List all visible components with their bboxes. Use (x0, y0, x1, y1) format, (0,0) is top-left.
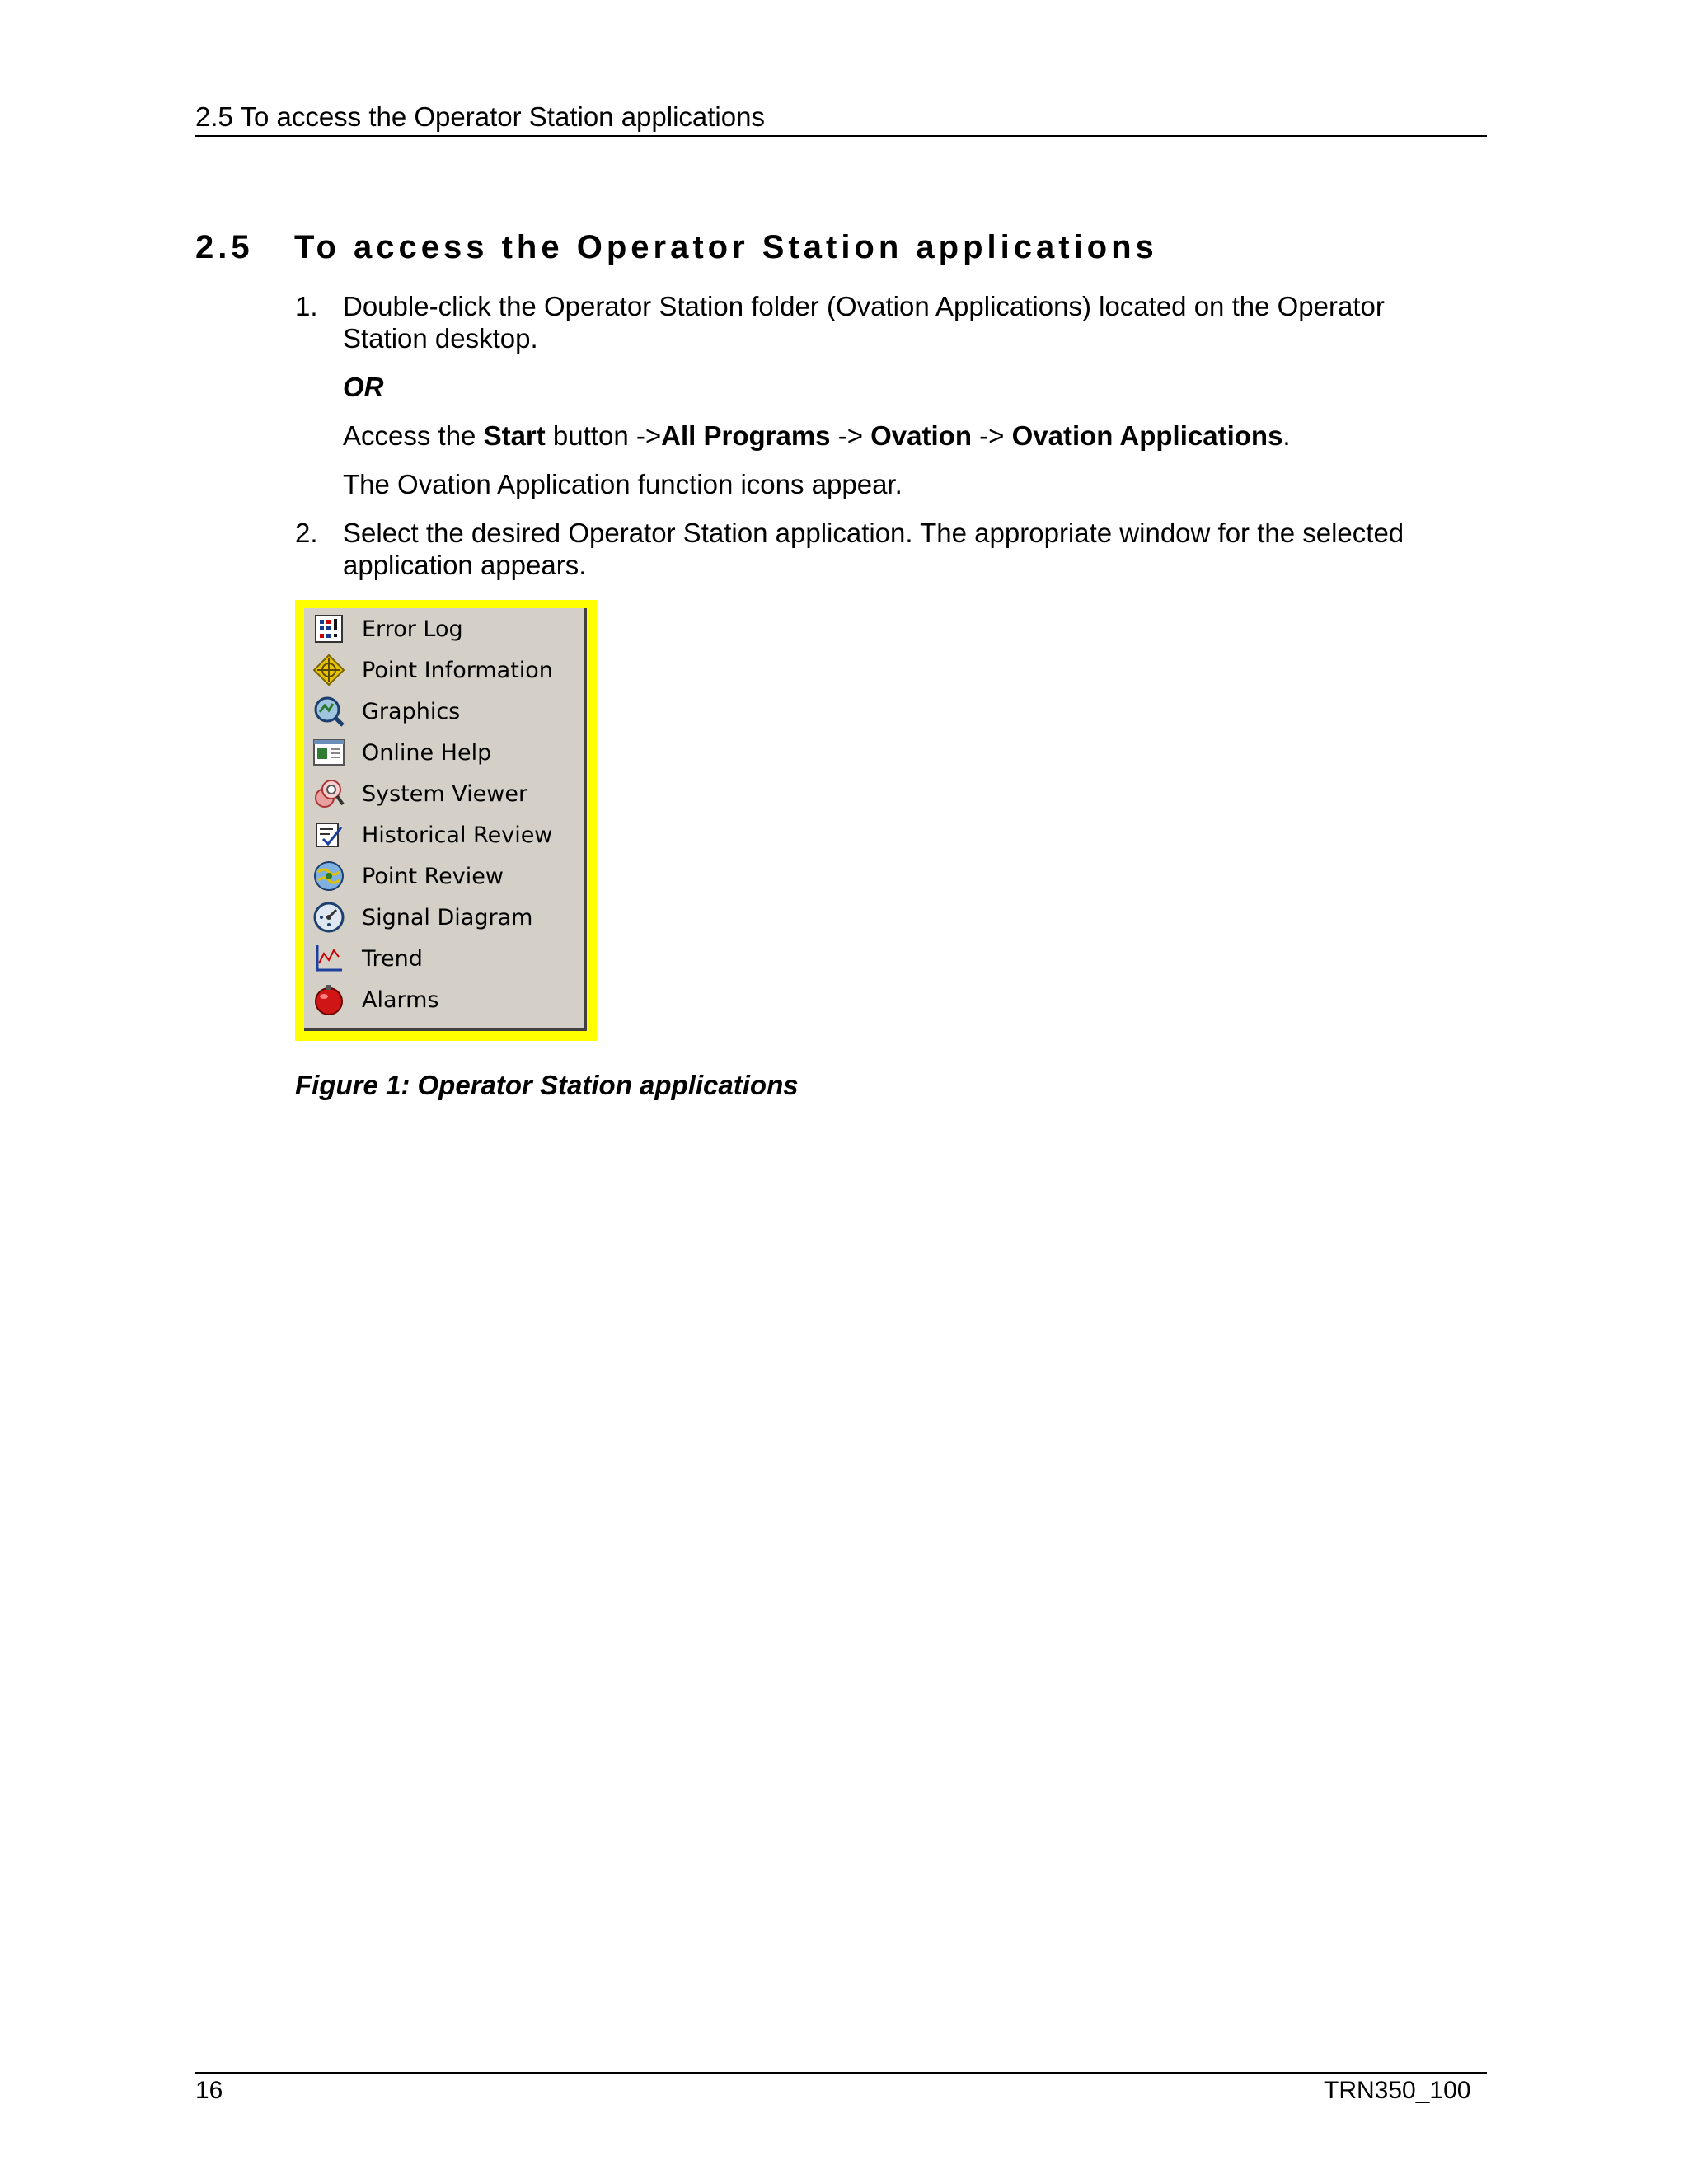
figure-caption: Figure 1: Operator Station applications (295, 1070, 799, 1100)
section-title-text: To access the Operator Station applications (294, 229, 1158, 265)
steps-list (295, 290, 1449, 581)
ovation-label: Ovation (870, 420, 972, 451)
menu-item-label: System Viewer (362, 780, 528, 807)
footer-rule (195, 2072, 1487, 2074)
historical-review-icon (312, 818, 345, 851)
access-part: -> (830, 420, 871, 451)
step-1-text: Double-click the Operator Station folder (Ovation Applications) located on the Operator Station desktop. (343, 291, 1385, 354)
menu-item-label: Point Review (362, 863, 504, 889)
document-id: TRN350_100 (1324, 2077, 1471, 2104)
menu-item-trend[interactable] (304, 938, 584, 979)
menu-item-historical-review[interactable] (304, 814, 584, 855)
step-2-text: Select the desired Operator Station application. The appropriate window for the selected application appears. (343, 518, 1404, 580)
access-part: Access the (343, 420, 484, 451)
point-information-icon (312, 654, 345, 687)
access-part: -> (972, 420, 1012, 451)
error-log-icon (312, 612, 345, 645)
online-help-icon (312, 736, 345, 769)
menu-item-label: Alarms (362, 987, 439, 1013)
step-2-number: 2. (295, 518, 318, 548)
running-header: 2.5 To access the Operator Station applications (195, 101, 1487, 137)
start-label: Start (483, 420, 546, 451)
menu-item-label: Historical Review (362, 822, 553, 848)
menu-item-online-help[interactable] (304, 732, 584, 773)
menu-item-label: Error Log (362, 616, 463, 642)
all-programs-label: All Programs (661, 420, 831, 451)
section-number: 2.5 (195, 229, 254, 265)
menu-item-signal-diagram[interactable] (304, 897, 584, 938)
alarms-icon (312, 983, 345, 1016)
or-label: OR (343, 372, 384, 402)
signal-diagram-icon (312, 901, 345, 934)
point-review-icon (312, 860, 345, 893)
step-2 (295, 517, 1449, 581)
access-part: . (1282, 420, 1291, 451)
applications-menu (304, 608, 587, 1031)
menu-item-label: Point Information (362, 657, 553, 683)
menu-item-alarms[interactable] (304, 979, 584, 1020)
menu-item-label: Online Help (362, 739, 492, 766)
graphics-icon (312, 695, 345, 728)
trend-icon (312, 942, 345, 975)
menu-item-error-log[interactable] (304, 608, 584, 649)
step-1 (295, 290, 1449, 500)
menu-item-label: Trend (362, 945, 423, 972)
figure-highlight-frame (295, 600, 597, 1041)
system-viewer-icon (312, 777, 345, 810)
page-number: 16 (195, 2077, 223, 2104)
menu-item-label: Graphics (362, 698, 461, 724)
menu-item-label: Signal Diagram (362, 904, 533, 930)
menu-item-graphics[interactable] (304, 691, 584, 732)
ovation-applications-label: Ovation Applications (1011, 420, 1283, 451)
section-title (195, 227, 1158, 268)
step-1-result: The Ovation Application function icons appear. (343, 469, 903, 499)
access-part: button -> (545, 420, 662, 451)
access-instruction (343, 419, 1449, 452)
menu-item-system-viewer[interactable] (304, 773, 584, 814)
menu-item-point-information[interactable] (304, 649, 584, 691)
menu-item-point-review[interactable] (304, 855, 584, 897)
step-1-number: 1. (295, 291, 318, 321)
